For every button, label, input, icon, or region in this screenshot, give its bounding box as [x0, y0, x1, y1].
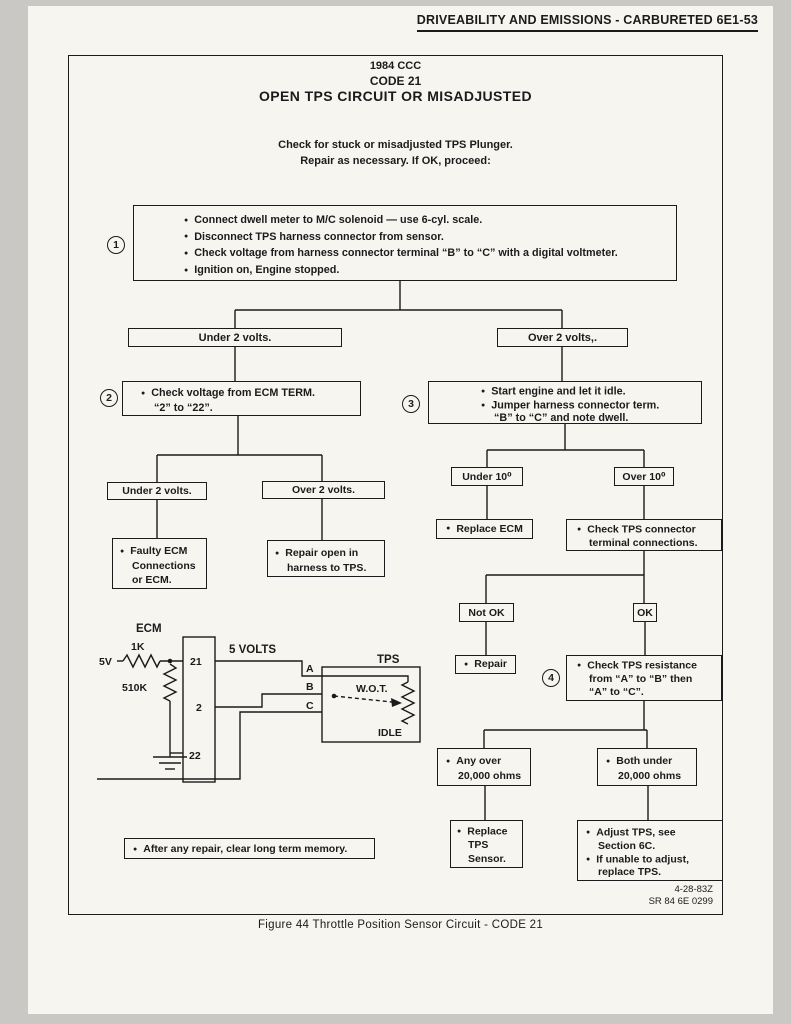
result-repair-box — [455, 655, 516, 674]
check-line: ● Check TPS connector — [577, 523, 721, 537]
step-4-line: ● Check TPS resistance — [577, 659, 721, 673]
decision-under-2-volts-b: Under 2 volts. — [107, 482, 207, 500]
revision-ref-1: 4-28-83Z — [674, 884, 713, 895]
result-faulty-ecm-box — [112, 538, 207, 589]
figure-caption: Figure 44 Throttle Position Sensor Circuit - CODE 21 — [257, 919, 544, 931]
wire-a-label: A — [306, 663, 314, 675]
result-line: Section 6C. — [598, 839, 656, 852]
step-1-bullet: ● Connect dwell meter to M/C solenoid — use 6-cyl. scale. — [184, 212, 668, 229]
step-4-box — [566, 655, 722, 701]
result-line: or ECM. — [132, 573, 172, 586]
result-line: ● Adjust TPS, see — [586, 826, 722, 840]
step-1-bullet: ● Disconnect TPS harness connector from sensor. — [184, 229, 668, 246]
wire-b-label: B — [306, 681, 314, 693]
decision-under-2-volts-a: Under 2 volts. — [128, 328, 342, 347]
result-replace-tps-box — [450, 820, 523, 868]
after-repair-note-box — [124, 838, 375, 859]
step-4-line: from “A” to “B” then — [589, 672, 693, 685]
page-header: DRIVEABILITY AND EMISSIONS - CARBURETED 6E1-53 — [417, 13, 758, 32]
decision-under-10-degrees: Under 10⁰ — [451, 467, 523, 486]
tps-label: TPS — [377, 654, 400, 666]
step-3-line: ● Start engine and let it idle. — [481, 385, 701, 399]
decision-ok: OK — [633, 603, 657, 622]
result-line: replace TPS. — [598, 866, 662, 878]
revision-ref-2: SR 84 6E 0299 — [648, 896, 713, 907]
after-repair-note: ● After any repair, clear long term memory. — [133, 841, 374, 858]
step-2-line: ● Check voltage from ECM TERM. — [141, 386, 360, 401]
check-line: terminal connections. — [589, 537, 698, 549]
title-line-3: OPEN TPS CIRCUIT OR MISADJUSTED — [259, 88, 532, 104]
result-line: ● Replace — [457, 825, 522, 839]
check-tps-connector-box — [566, 519, 722, 551]
decision-over-2-volts-a: Over 2 volts,. — [497, 328, 628, 347]
decision-line: ● Any over — [446, 754, 530, 769]
decision-over-10-degrees: Over 10⁰ — [614, 467, 674, 486]
resistor-1k-label: 1K — [131, 641, 145, 653]
decision-any-over-box — [437, 748, 531, 786]
step-3-line: “B” to “C” and note dwell. — [494, 412, 629, 425]
decision-not-ok: Not OK — [459, 603, 514, 622]
step-3-box — [428, 381, 702, 424]
result-line: Sensor. — [468, 852, 506, 865]
result-line: Connections — [132, 559, 196, 572]
five-volts-label: 5 VOLTS — [229, 644, 277, 656]
revision-references — [649, 884, 713, 908]
terminal-21-label: 21 — [190, 656, 202, 668]
decision-both-under-box — [597, 748, 697, 786]
title-line-1: 1984 CCC — [369, 60, 422, 72]
decision-over-2-volts-b: Over 2 volts. — [262, 481, 385, 499]
result-adjust-tps-box — [577, 820, 723, 881]
wire-c-label: C — [306, 700, 314, 712]
voltage-5v-label: 5V — [99, 656, 112, 668]
intro-line-1: Check for stuck or misadjusted TPS Plunger. — [278, 139, 513, 151]
decision-line: 20,000 ohms — [618, 769, 682, 782]
step-number-1: 1 — [107, 236, 125, 254]
ecm-label: ECM — [136, 623, 162, 635]
step-number-4: 4 — [542, 669, 560, 687]
idle-label: IDLE — [378, 727, 402, 739]
result-line: harness to TPS. — [287, 561, 367, 574]
result-line: ● Replace ECM — [446, 522, 523, 537]
step-3-line: ● Jumper harness connector term. — [481, 399, 701, 413]
decision-line: ● Both under — [606, 754, 696, 769]
tps-outline — [322, 667, 420, 742]
result-repair-open-box — [267, 540, 385, 577]
step-1-box — [133, 205, 677, 281]
title-line-2: CODE 21 — [369, 74, 422, 88]
wot-label: W.O.T. — [356, 683, 388, 695]
circuit-wires — [97, 655, 414, 779]
step-4-line: “A” to “C”. — [589, 685, 644, 698]
result-line: ● Faulty ECM — [120, 544, 206, 559]
resistor-510k-label: 510K — [122, 682, 148, 694]
step-1-bullet: ● Check voltage from harness connector terminal “B” to “C” with a digital voltmeter. — [184, 245, 668, 262]
terminal-22-label: 22 — [189, 750, 201, 762]
result-line: ● If unable to adjust, — [586, 853, 722, 867]
step-1-bullet: ● Ignition on, Engine stopped. — [184, 262, 668, 279]
terminal-2-label: 2 — [196, 702, 202, 714]
decision-line: 20,000 ohms — [458, 769, 522, 782]
intro-line-2: Repair as necessary. If OK, proceed: — [300, 155, 491, 167]
result-line: ● Repair — [464, 657, 507, 672]
step-number-3: 3 — [402, 395, 420, 413]
step-2-line: “2” to “22”. — [154, 401, 213, 414]
result-replace-ecm-box — [436, 519, 533, 539]
result-line: TPS — [468, 839, 489, 851]
result-line: ● Repair open in — [275, 546, 384, 561]
step-2-box — [122, 381, 361, 416]
step-number-2: 2 — [100, 389, 118, 407]
